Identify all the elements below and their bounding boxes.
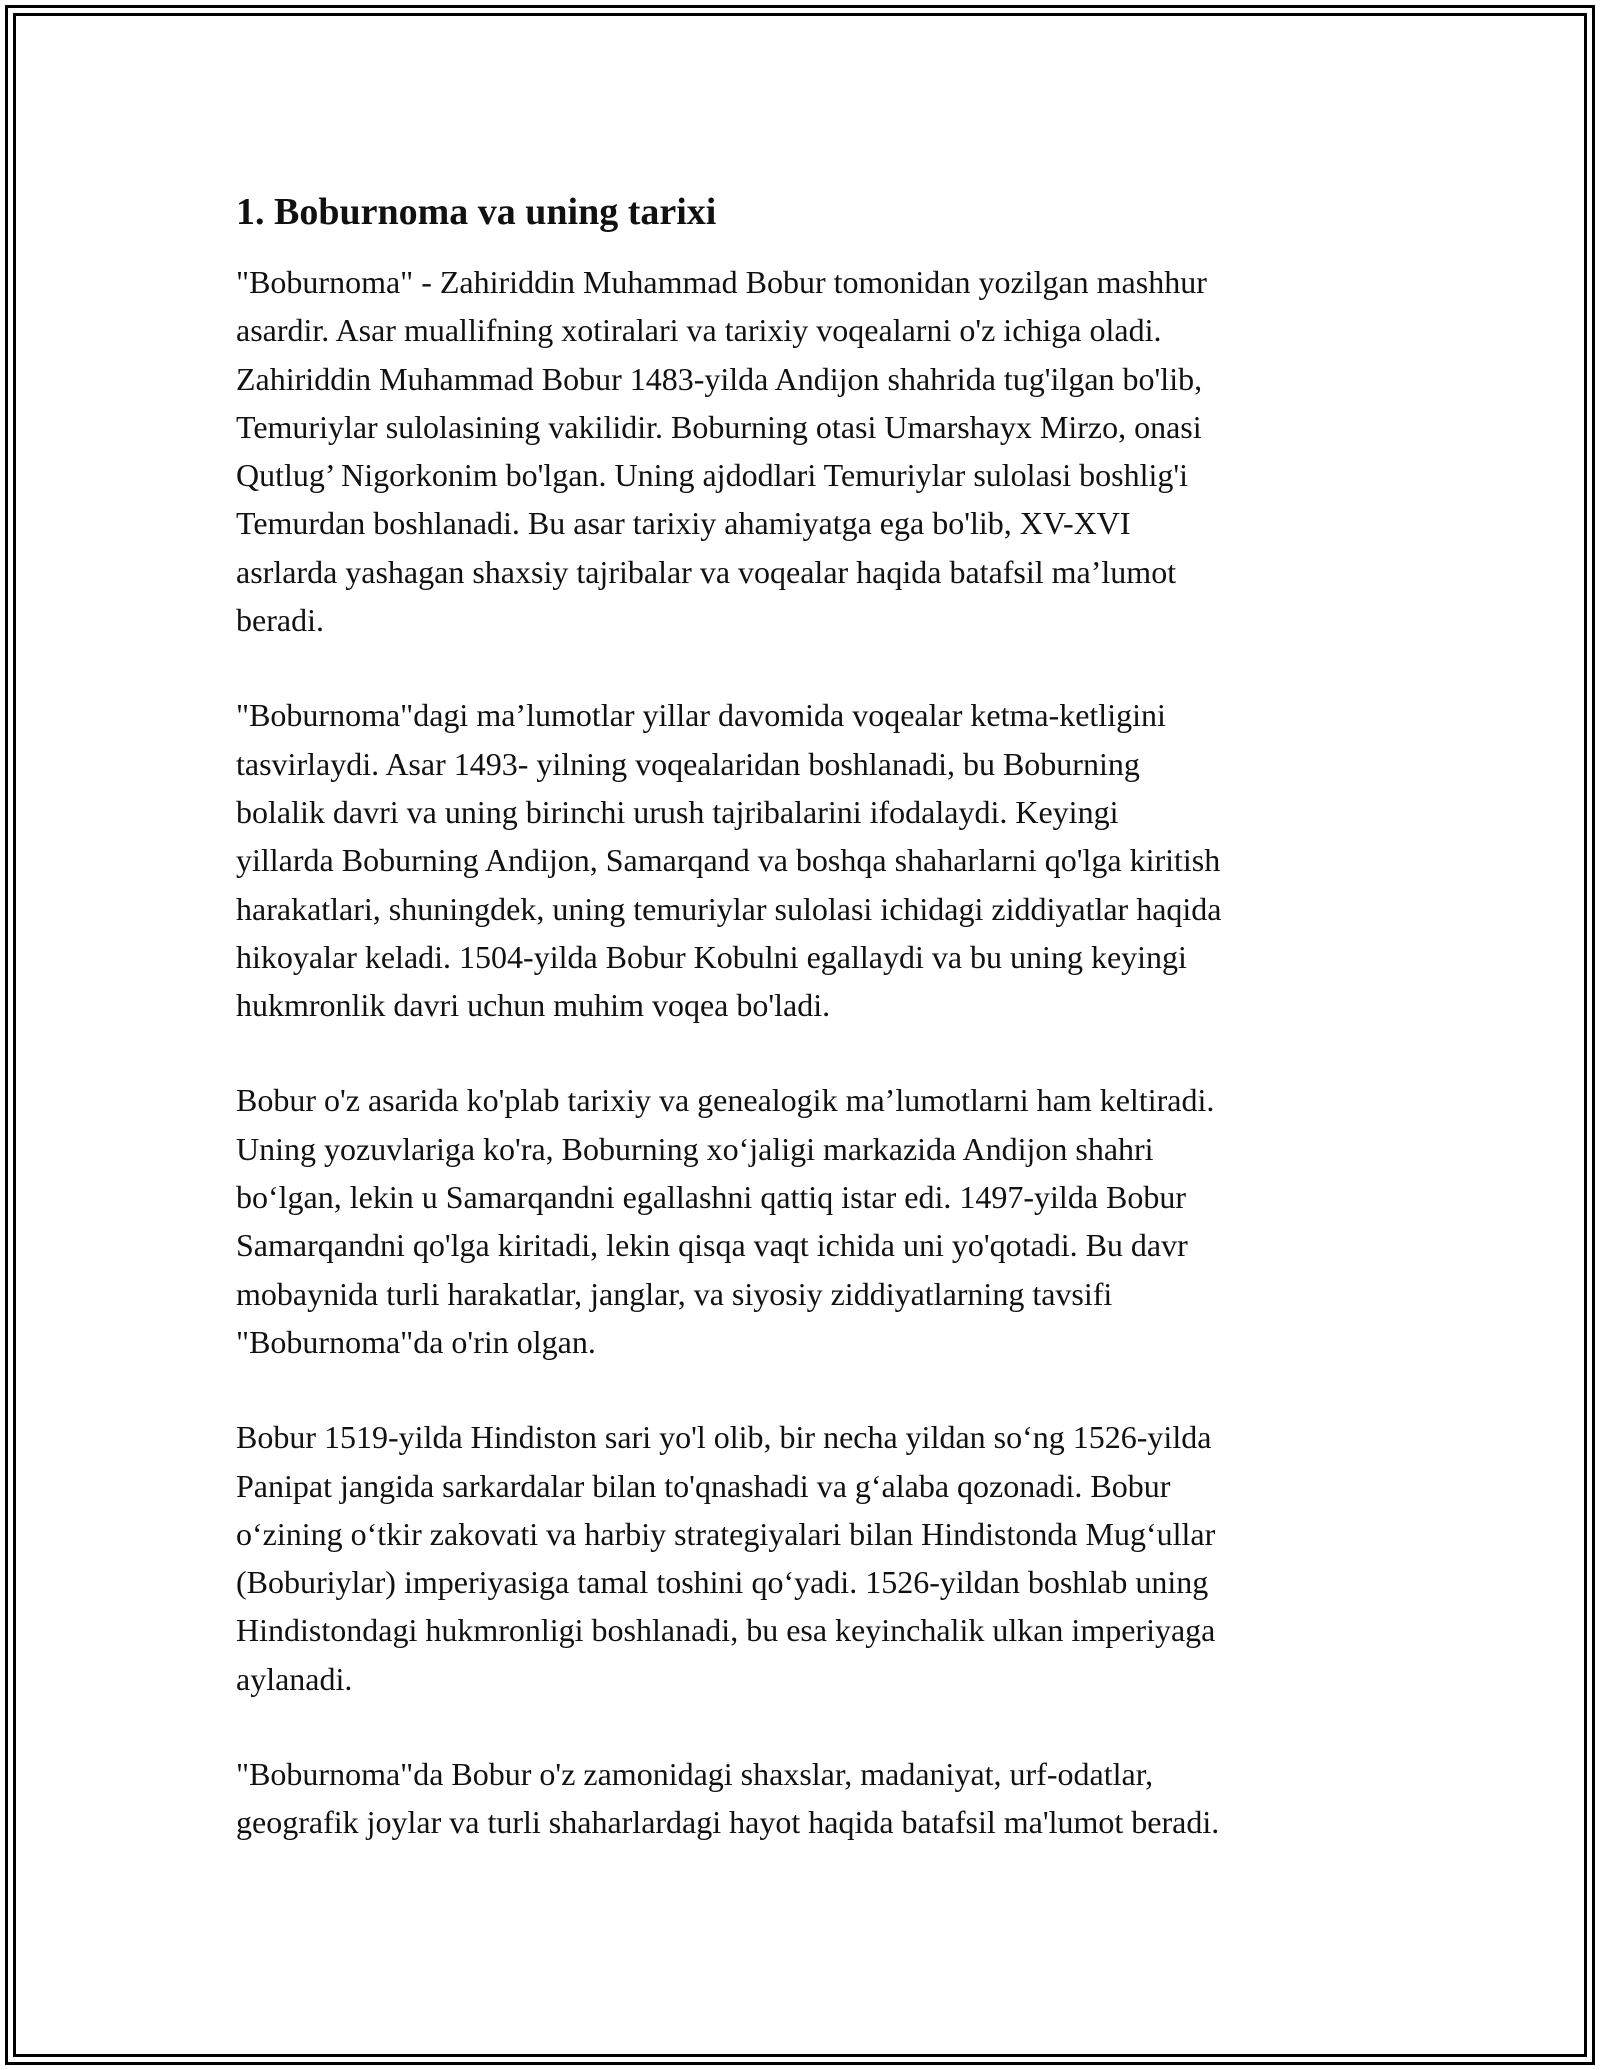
- section-heading: 1. Boburnoma va uning tarixi: [236, 191, 717, 233]
- paragraph-intro: "Boburnoma" - Zahiriddin Muhammad Bobur tomonidan yozilgan mashhur asardir. Asar muallifning xotiralari va tarixiy voqealarni o'z ichiga oladi. Zahiriddin Muhammad Bobur 1483-yilda Andijon shahrida tug'ilgan bo'lib, Temuriylar sulolasining vakilidir. Boburning otasi Umarshayx Mirzo, onasi Qutlug’ Nigorkonim bo'lgan. Uning ajdodlari Temuriylar sulolasi boshlig'i Temurdan boshlanadi. Bu asar tarixiy ahamiyatga ega bo'lib, XV-XVI asrlarda yashagan shaxsiy tajribalar va voqealar haqida batafsil ma’lumot beradi.: [236, 264, 1207, 639]
- paragraph-culture: "Boburnoma"da Bobur o'z zamonidagi shaxslar, madaniyat, urf-odatlar, geografik joylar va turli shaharlardagi hayot haqida batafsil ma'lumot beradi.: [236, 1756, 1220, 1841]
- paragraph-india: Bobur 1519-yilda Hindiston sari yo'l olib, bir necha yildan so‘ng 1526-yilda Panipat jangida sarkardalar bilan to'qnashadi va g‘alaba qozonadi. Bobur o‘zining o‘tkir zakovati va harbiy strategiyalari bilan Hindistonda Mug‘ullar (Boburiylar) imperiyasiga tamal toshini qo‘yadi. 1526-yildan boshlab uning Hindistondagi hukmronligi boshlanadi, bu esa keyinchalik ulkan imperiyaga aylanadi.: [236, 1419, 1216, 1697]
- paragraph-genealogy: Bobur o'z asarida ko'plab tarixiy va genealogik ma’lumotlarni ham keltiradi. Uning yozuvlariga ko'ra, Boburning xo‘jaligi markazida Andijon shahri bo‘lgan, lekin u Samarqandni egallashni qattiq istar edi. 1497-yilda Bobur Samarqandni qo'lga kiritadi, lekin qisqa vaqt ichida uni yo'qotadi. Bu davr mobaynida turli harakatlar, janglar, va siyosiy ziddiyatlarning tavsifi "Boburnoma"da o'rin olgan.: [236, 1082, 1215, 1360]
- paragraph-chronology: "Boburnoma"dagi ma’lumotlar yillar davomida voqealar ketma-ketligini tasvirlaydi. Asar 1493- yilning voqealaridan boshlanadi, bu Boburning bolalik davri va uning birinchi urush tajribalarini ifodalaydi. Keyingi yillarda Boburning Andijon, Samarqand va boshqa shaharlarni qo'lga kiritish harakatlari, shuningdek, uning temuriylar sulolasi ichidagi ziddiyatlar haqida hikoyalar keladi. 1504-yilda Bobur Kobulni egallaydi va bu uning keyingi hukmronlik davri uchun muhim voqea bo'ladi.: [236, 697, 1222, 1024]
- document-body: [236, 186, 1376, 1847]
